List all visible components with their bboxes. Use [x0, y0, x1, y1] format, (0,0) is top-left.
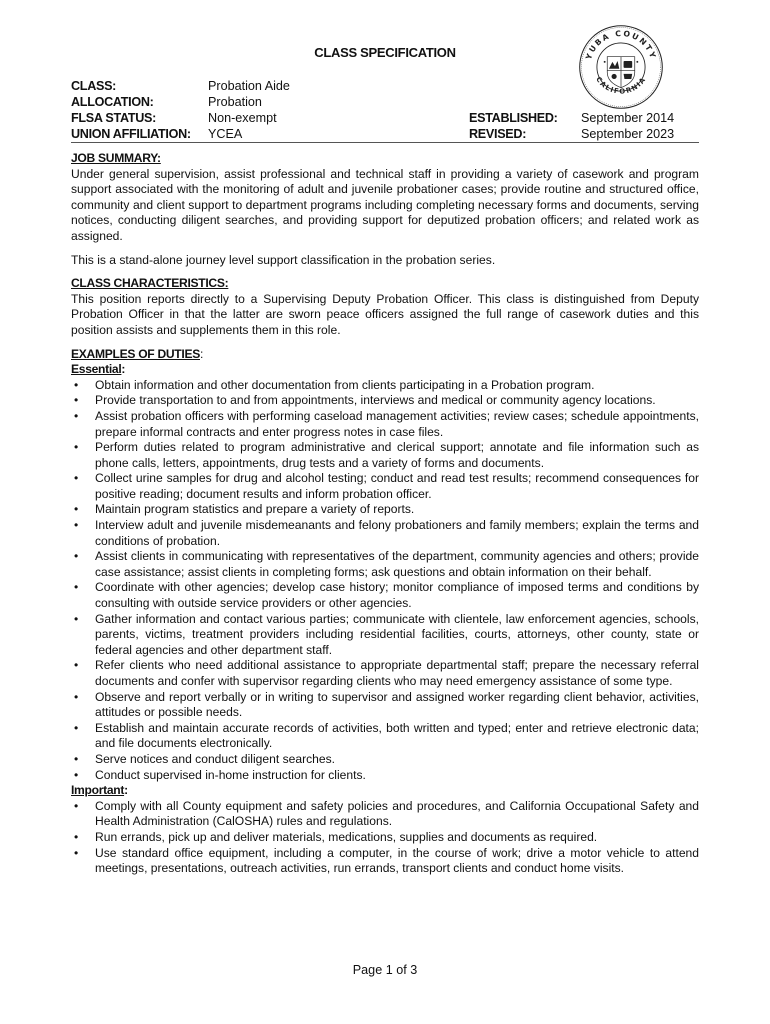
bullet-icon: • [74, 689, 79, 704]
essential-duty-item [71, 502, 699, 518]
class-label: CLASS: [71, 79, 117, 93]
important-duty-item-text: Comply with all County equipment and safety policies and procedures, and California Occupational Safety and Health Administration (CalOSHA) rules and regulations. [95, 798, 699, 829]
meta-left-labels [71, 78, 191, 142]
essential-duty-item-text: Refer clients who need additional assistance to appropriate departmental staff; prepare the necessary referral documents and confer with supervisor regarding clients who may need emergency assistance of some type. [95, 658, 699, 688]
bullet-icon: • [74, 845, 79, 860]
class-characteristics-heading: CLASS CHARACTERISTICS: [71, 276, 229, 291]
essential-duty-item-text: Establish and maintain accurate records of activities, both written and typed; enter and retrieve electronic data; and file documents electronically. [95, 720, 699, 751]
seal-bottom-text: CALIFORNIA [594, 75, 648, 96]
bullet-icon: • [74, 471, 79, 486]
document-body [71, 151, 699, 877]
header-divider [71, 142, 699, 143]
revised-value: September 2023 [581, 127, 675, 141]
essential-duty-item-text: Obtain information and other documentation from clients participating in a Probation program. [95, 377, 595, 392]
essential-duty-item-text: Assist probation officers with performing caseload management activities; review cases; schedule appointments, prepare informal contracts and enter progress notes in case files. [95, 408, 699, 439]
examples-of-duties-heading: EXAMPLES OF DUTIES [71, 346, 200, 361]
essential-duty-item [71, 658, 699, 689]
bullet-icon: • [74, 767, 79, 782]
bullet-icon: • [74, 440, 79, 455]
county-seal-logo [578, 24, 664, 110]
bullet-icon: • [74, 502, 79, 517]
essential-duty-item [71, 690, 699, 721]
essential-duty-item-text: Observe and report verbally or in writing to supervisor and assigned worker regarding client behavior, activities, attitudes or possible needs. [95, 689, 699, 720]
essential-duty-item-text: Coordinate with other agencies; develop case history; monitor compliance of imposed terms and conditions by consulting with outside service providers or other agencies. [95, 580, 699, 611]
established-label: ESTABLISHED: [469, 111, 558, 125]
important-heading: Important [71, 783, 125, 798]
essential-heading: Essential [71, 362, 122, 377]
bullet-icon: • [74, 518, 79, 533]
meta-right-labels [469, 110, 558, 142]
class-characteristics-paragraph: This position reports directly to a Supervising Deputy Probation Officer. This class is distinguished from Deputy Probation Officer in that the latter are sworn peace officers assigned the full range of casework duties and this position assists and supplements them in this role. [71, 291, 699, 337]
job-summary-heading: JOB SUMMARY: [71, 151, 161, 165]
important-duty-item-text: Use standard office equipment, including a computer, in the course of work; drive a motor vehicle to attend meetings, presentations, outreach activities, run errands, transport clients and conduct home visits. [95, 845, 699, 876]
allocation-label: ALLOCATION: [71, 95, 154, 109]
important-heading-row [71, 783, 699, 799]
union-affiliation-value: YCEA [208, 127, 243, 141]
seal-top-text: YUBA COUNTY [584, 28, 658, 61]
bullet-icon: • [74, 829, 79, 844]
essential-duty-item [71, 768, 699, 784]
meta-left-values [208, 78, 290, 142]
job-summary-note: This is a stand-alone journey level support classification in the probation series. [71, 252, 496, 267]
bullet-icon: • [74, 377, 79, 392]
essential-duty-item-text: Assist clients in communicating with representatives of the department, community agencies and others; provide case assistance; assist clients in completing forms; ask questions and obtain information on their behalf. [95, 549, 699, 579]
essential-duty-item [71, 721, 699, 752]
bullet-icon: • [74, 549, 79, 564]
meta-right-values [581, 110, 674, 142]
flsa-status-label: FLSA STATUS: [71, 111, 157, 125]
essential-duty-item [71, 580, 699, 611]
essential-duty-item [71, 440, 699, 471]
essential-duty-item-text: Conduct supervised in-home instruction for clients. [95, 767, 366, 782]
important-colon: : [124, 783, 128, 798]
important-duty-item [71, 830, 699, 846]
essential-duty-item-text: Provide transportation to and from appointments, interviews and medical or community agency locations. [95, 393, 656, 408]
bullet-icon: • [74, 751, 79, 766]
essential-duty-item [71, 409, 699, 440]
essential-duties-list [71, 378, 699, 783]
important-duty-item [71, 799, 699, 830]
examples-of-duties-heading-row [71, 347, 699, 363]
bullet-icon: • [74, 393, 79, 408]
bullet-icon: • [74, 408, 79, 423]
important-duty-item [71, 846, 699, 877]
bullet-icon: • [74, 658, 79, 673]
bullet-icon: • [74, 798, 79, 813]
essential-duty-item [71, 549, 699, 580]
essential-colon: : [121, 362, 126, 377]
bullet-icon: • [74, 611, 79, 626]
flsa-status-value: Non-exempt [208, 111, 277, 125]
essential-duty-item-text: Interview adult and juvenile misdemeanants and felony probationers and family members; explain the terms and conditions of probation. [95, 518, 699, 548]
page-footer: Page 1 of 3 [352, 963, 418, 977]
class-value: Probation Aide [208, 79, 290, 93]
established-value: September 2014 [581, 111, 675, 125]
essential-duty-item-text: Maintain program statistics and prepare a variety of reports. [95, 502, 415, 517]
important-duties-list [71, 799, 699, 877]
allocation-value: Probation [208, 95, 262, 109]
essential-heading-row [71, 362, 699, 378]
essential-duty-item [71, 752, 699, 768]
essential-duty-item-text: Collect urine samples for drug and alcohol testing; conduct and read test results; recommend consequences for positive reading; document results and inform probation officer. [95, 471, 699, 501]
essential-duty-item-text: Serve notices and conduct diligent searches. [95, 751, 336, 766]
essential-duty-item [71, 612, 699, 659]
essential-duty-item [71, 518, 699, 549]
revised-label: REVISED: [469, 127, 527, 141]
job-summary-paragraph: Under general supervision, assist professional and technical staff in providing a variety of casework and program support associated with the monitoring of adult and juvenile probationer cases; provide routine and structured office, community and client support to department programs including completing necessary forms and documents, serving notices, conducting diligent searches, and providing support for deputized probation officers; and related work as assigned. [71, 166, 699, 243]
essential-duty-item [71, 378, 699, 394]
essential-duty-item [71, 393, 699, 409]
union-affiliation-label: UNION AFFILIATION: [71, 127, 191, 141]
essential-duty-item-text: Perform duties related to program administrative and clerical support; annotate and file information such as phone calls, letters, appointments, drug tests and a variety of forms and documents. [95, 440, 699, 470]
document-title: CLASS SPECIFICATION [314, 45, 456, 60]
essential-duty-item-text: Gather information and contact various parties; communicate with clientele, law enforcement agencies, schools, parents, victims, treatment providers including residential facilities, courts, attorneys, other county, state or federal agencies and other department staff. [95, 611, 699, 657]
bullet-icon: • [74, 720, 79, 735]
important-duty-item-text: Run errands, pick up and deliver materials, medications, supplies and documents as required. [95, 829, 598, 844]
bullet-icon: • [74, 580, 79, 595]
examples-of-duties-colon: : [200, 346, 204, 361]
essential-duty-item [71, 471, 699, 502]
